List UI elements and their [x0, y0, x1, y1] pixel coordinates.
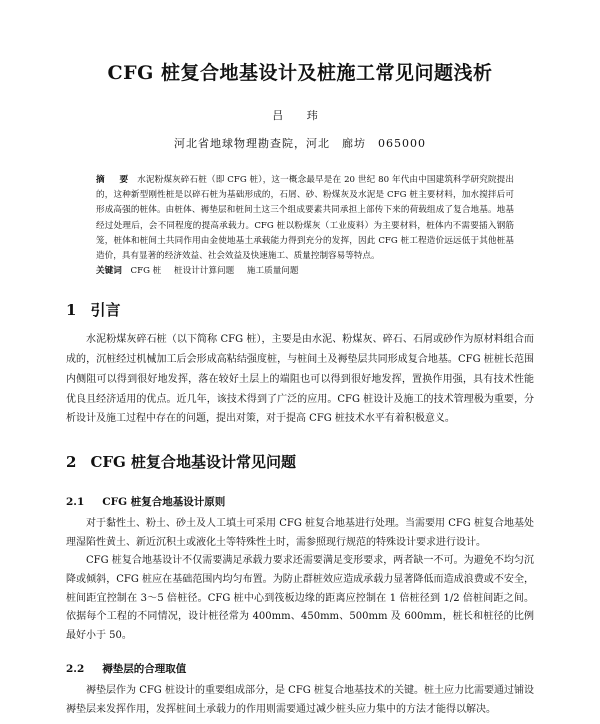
subsection-number: 2.1 — [66, 496, 85, 509]
section-number: 2 — [66, 453, 77, 472]
paper-title: CFG 桩复合地基设计及桩施工常见问题浅析 — [107, 62, 493, 84]
body-paragraph: 水泥粉煤灰碎石桩（以下简称 CFG 桩），主要是由水泥、粉煤灰、碎石、石屑或砂作为原材料组合而成的，沉桩经过机械加工后会形成高粘结强度桩，与桩间土及褥垫层共同形成复合地基。CFG 桩桩长范围内侧阻可以得到很好地发挥，落在较好土层上的端阻也可以得到很好地发挥，置换作用强，具有技术性能优良且经济适用的优点。近几年，该技术得到了广泛的应用。CFG 桩设计及施工的技术管理极为重要，分析设计及施工过程中存在的问题，提出对策，对于提高 CFG 桩技术水平有着积极意义。 — [66, 334, 534, 425]
keywords — [66, 264, 534, 279]
section-heading-design-problems — [66, 451, 534, 472]
subsection-title: CFG 桩复合地基设计原则 — [102, 496, 226, 509]
subsection-number: 2.2 — [66, 663, 85, 676]
abstract-label: 摘 要 — [96, 175, 132, 185]
keywords-label: 关键词 — [96, 266, 122, 277]
author-name: 吕 玮 — [272, 109, 328, 122]
body-paragraph: 褥垫层作为 CFG 桩设计的重要组成部分，是 CFG 桩复合地基技术的关键。桩土应力比需要通过铺设褥垫层来发挥作用，发挥桩间土承载力的作用则需要通过减少桩头应力集中的方法才能得以解决。 — [66, 685, 534, 715]
keyword-item: 桩设计计算问题 — [174, 266, 235, 277]
abstract — [66, 173, 534, 264]
section-title: CFG 桩复合地基设计常见问题 — [90, 453, 297, 472]
abstract-text: 水泥粉煤灰碎石桩（即 CFG 桩），这一概念最早是在 20 世纪 80 年代由中国建筑科学研究院提出的，这种新型刚性桩是以碎石桩为基础形成的，石屑、砂、粉煤灰及水泥是 CFG 桩主要材料，加水搅拌后可形成高强的桩体。由桩体、褥垫层和桩间土这三个组成要素共同承担上部传下来的荷载组成了复合地基。地基经过处理后，会不同程度的提高承载力。CFG 桩以粉煤灰（工业废料）为主要材料，桩体内不需要插入钢筋笼，桩体和桩间土共同作用由金使地基土承载能力得到充分的发挥，因此 CFG 桩工程造价远远低于其他桩基造价，具有显著的经济效益、社会效益及快速施工、质量控制容易等特点。 — [96, 175, 514, 262]
body-paragraph: 对于黏性土、粉土、砂土及人工填土可采用 CFG 桩复合地基进行处理。当需要用 CFG 桩复合地基处理湿陷性黄土、新近沉积土或液化土等特殊性土时，需参照现行规范的特殊设计要求进行设计。 — [66, 518, 534, 548]
subsection-title: 褥垫层的合理取值 — [102, 663, 187, 676]
keyword-item: CFG 桩 — [130, 266, 162, 277]
keyword-item: 施工质量问题 — [246, 266, 299, 277]
section-title: 引言 — [90, 301, 121, 320]
subsection-heading-cushion-layer — [66, 661, 534, 676]
subsection-heading-design-principles — [66, 494, 534, 509]
body-paragraph: CFG 桩复合地基设计不仅需要满足承载力要求还需要满足变形要求，两者缺一不可。为避免不均匀沉降或倾斜，CFG 桩应在基础范围内均匀布置。为防止群桩效应造成承载力显著降低而造成浪费或不安全，桩间距宜控制在 3～5 倍桩径。CFG 桩中心到筏板边缘的距离应控制在 1 倍桩径到 1/2 倍桩间距之间。依据每个工程的不同情况，设计桩径常为 400mm、450mm、500mm 及 600mm，桩长和桩径的比例最好小于 50。 — [66, 555, 534, 641]
section-number: 1 — [66, 301, 77, 320]
section-heading-introduction — [66, 299, 534, 320]
author-affiliation: 河北省地球物理勘查院，河北 廊坊 065000 — [174, 137, 426, 150]
